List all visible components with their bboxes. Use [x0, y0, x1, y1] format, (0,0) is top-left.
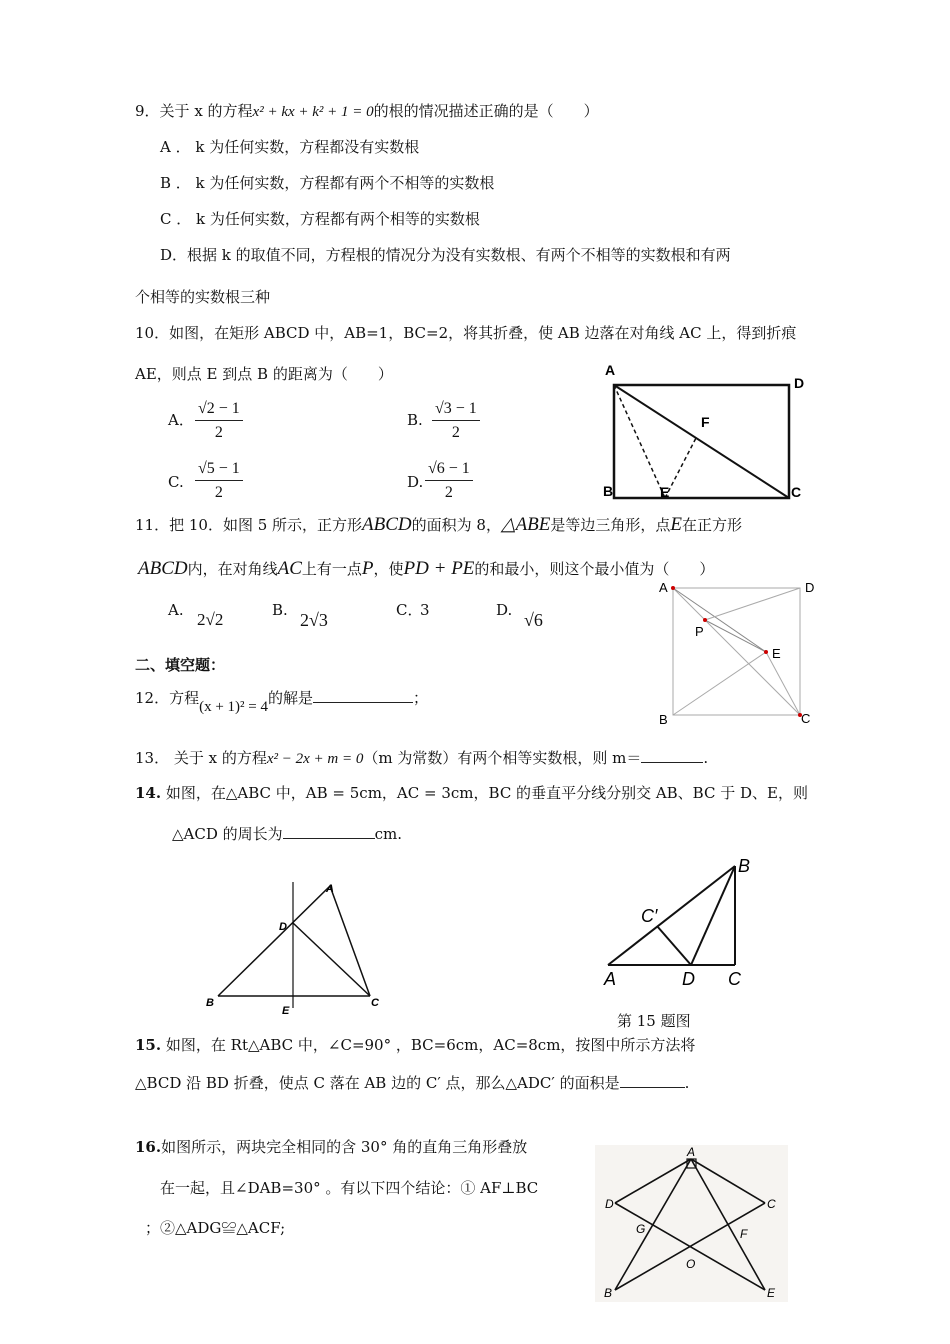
q14-label-b: B	[206, 997, 214, 1009]
q9-option-d-cont: 个相等的实数根三种	[135, 288, 271, 306]
q14-unit: cm.	[374, 825, 403, 843]
q14-number: 14.	[135, 784, 162, 802]
q11-point-p	[703, 618, 707, 622]
q16-label-o: O	[686, 1257, 696, 1271]
q10-option-d-num: √6 − 1	[425, 460, 473, 481]
q13-end: .	[703, 749, 709, 767]
q10-option-b-label: B.	[407, 411, 423, 429]
q11-diagonal-ac	[673, 588, 800, 715]
q15-caption: 第 15 题图	[617, 1012, 691, 1030]
q11-part5: 内，在对角线	[187, 560, 278, 578]
q12-line	[135, 687, 429, 715]
q11-point-a	[671, 586, 675, 590]
q16-label-c: C	[767, 1197, 776, 1211]
q11-part7: ，使	[373, 560, 404, 578]
q11-sum: PD + PE	[403, 558, 475, 579]
q11-part8: 的和最小，则这个最小值为（ ）	[474, 560, 715, 578]
q11-label-d: D	[805, 580, 815, 595]
q16-number: 16.	[135, 1138, 162, 1156]
q14-answer-blank[interactable]	[283, 823, 375, 839]
q11-option-b-label: B.	[272, 601, 288, 619]
q11-part1: 11．把 10．如图 5 所示，正方形	[135, 516, 363, 534]
q9-equation: x² + kx + k² + 1 = 0	[252, 104, 374, 120]
q10-option-b-den: 2	[451, 424, 460, 441]
q12-number: 12．方程	[135, 689, 200, 707]
q11-label-a: A	[659, 580, 668, 595]
q11-part6: 上有一点	[301, 560, 362, 578]
q11-abcd: ABCD	[362, 514, 412, 535]
q15-figure	[595, 852, 770, 992]
q16-line2: 在一起，且∠DAB=30° 。有以下四个结论：① AF⊥BC	[160, 1179, 539, 1197]
q15-number: 15.	[135, 1036, 162, 1054]
q10-label-e: E	[660, 484, 670, 500]
q15-label-a: A	[604, 969, 617, 989]
q14-label-c: C	[371, 997, 379, 1009]
q10-line1: 10．如图，在矩形 ABCD 中，AB=1，BC=2，将其折叠，使 AB 边落在对角线 AC 上，得到折痕	[135, 324, 797, 342]
q10-diagonal-ac	[614, 385, 789, 498]
q14-side-ac	[330, 886, 370, 996]
q12-answer-blank[interactable]	[313, 687, 413, 703]
q9-stem	[135, 101, 599, 122]
q10-option-a-value	[195, 400, 243, 442]
q9-number: 9．	[135, 102, 160, 120]
q12-end: ；	[413, 689, 429, 707]
q11-label-p: P	[695, 624, 704, 639]
q10-label-b: B	[603, 483, 614, 499]
q11-option-c-label: C．	[396, 601, 423, 619]
q11-option-a-value: 2√2	[197, 610, 224, 629]
q16-line1	[135, 1137, 527, 1157]
q11-ac: AC	[277, 558, 302, 579]
q11-part4: 在正方形	[682, 516, 743, 534]
q10-option-c-value	[195, 460, 243, 502]
q10-option-b-value	[432, 400, 480, 442]
q13-answer-blank[interactable]	[641, 747, 703, 763]
q10-label-c: C	[791, 484, 802, 500]
q11-option-c-value: 3	[420, 601, 430, 619]
q14-figure	[195, 878, 395, 1020]
q11-line-pd	[705, 588, 800, 620]
q9-stem-tail: 的根的情况描述正确的是（ ）	[373, 102, 599, 120]
q16-label-e: E	[767, 1286, 776, 1300]
q15-fold-bd	[691, 866, 735, 965]
q13-tail: （m 为常数）有两个相等实数根，则 m＝	[363, 749, 642, 767]
q15-side-ab	[608, 866, 735, 965]
q16-line1-text: 如图所示，两块完全相同的含 30° 角的直角三角形叠放	[161, 1138, 528, 1156]
q16-line3: ；②△ADG≌△ACF;	[145, 1219, 286, 1237]
section2-title: 二、填空题：	[135, 656, 226, 674]
q15-label-c-prime: C′	[641, 906, 658, 926]
q11-abcd2: ABCD	[138, 558, 188, 579]
q9-stem-text: 关于 x 的方程	[159, 102, 253, 120]
q11-line-pe	[705, 620, 766, 652]
q16-label-f: F	[740, 1227, 748, 1241]
q15-label-b: B	[738, 856, 751, 876]
q15-line2	[135, 1072, 689, 1093]
q10-option-a-den: 2	[214, 424, 223, 441]
q11-label-e: E	[772, 646, 781, 661]
q10-option-a-label: A．	[168, 411, 194, 429]
q14-label-a: A	[326, 883, 334, 895]
q14-line1	[135, 783, 808, 803]
q9-option-d: D．根据 k 的取值不同，方程根的情况分为没有实数根、有两个不相等的实数根和有两	[160, 246, 731, 264]
q10-fold-ef	[665, 438, 696, 498]
q10-option-d-den: 2	[444, 484, 453, 501]
q10-label-f: F	[701, 414, 710, 430]
q15-label-d: D	[682, 969, 695, 989]
q14-line1-text: 如图，在△ABC 中，AB = 5cm，AC = 3cm，BC 的垂直平分线分别交 AB、BC 于 D、E，则	[165, 784, 808, 802]
q15-answer-blank[interactable]	[620, 1072, 685, 1088]
q10-option-c-den: 2	[214, 484, 223, 501]
q15-line1	[135, 1035, 695, 1055]
q16-label-g: G	[636, 1222, 646, 1236]
q16-label-b: B	[604, 1286, 613, 1300]
q11-e: E	[670, 514, 683, 535]
q16-label-d: D	[605, 1197, 614, 1211]
q13-equation: x² − 2x + m = 0	[266, 751, 364, 767]
q10-option-d-value	[425, 460, 473, 502]
q10-figure	[595, 355, 815, 505]
q11-label-c: C	[801, 711, 811, 726]
q11-option-d-value: √6	[524, 610, 543, 630]
q13-line	[135, 747, 708, 769]
q11-part3: 是等边三角形，点	[550, 516, 671, 534]
q10-line2: AE，则点 E 到点 B 的距离为（ ）	[135, 365, 393, 383]
q15-label-c: C	[728, 969, 741, 989]
q11-line-ae	[673, 588, 766, 652]
q15-line1-text: 如图，在 Rt△ABC 中，∠C=90° ，BC=6cm，AC=8cm，按图中所示方法将	[165, 1036, 696, 1054]
q14-side-ba	[218, 886, 330, 996]
q9-option-c: C ． k 为任何实数，方程都有两个相等的实数根	[160, 210, 480, 228]
q11-p: P	[361, 558, 374, 579]
q11-line1	[135, 515, 742, 535]
q10-option-a-num: √2 − 1	[195, 400, 243, 421]
q16-label-a: A	[687, 1145, 696, 1159]
q16-figure	[595, 1145, 788, 1302]
q11-line-ec	[766, 652, 800, 715]
q12-tail: 的解是	[268, 689, 314, 707]
q10-option-c-num: √5 − 1	[195, 460, 243, 481]
q10-option-c-label: C.	[168, 473, 184, 491]
q10-option-b-num: √3 − 1	[432, 400, 480, 421]
q11-line2	[138, 559, 714, 579]
q14-label-e: E	[282, 1005, 290, 1017]
q11-option-b-value: 2√3	[300, 610, 328, 630]
q14-line2	[172, 823, 402, 844]
q10-label-d: D	[794, 375, 805, 391]
q15-line2-text: △BCD 沿 BD 折叠，使点 C 落在 AB 边的 C′ 点，那么△ADC′ 的面积是	[135, 1074, 620, 1092]
q14-line2-text: △ACD 的周长为	[172, 825, 283, 843]
q11-line-be	[673, 652, 766, 715]
q11-point-e	[764, 650, 768, 654]
q14-label-d: D	[279, 921, 287, 933]
q11-abe: △ABE	[500, 514, 551, 535]
q13-number: 13． 关于 x 的方程	[135, 749, 267, 767]
q15-segment-c-prime-d	[657, 926, 691, 965]
q11-label-b: B	[659, 712, 668, 726]
q11-option-d-label: D.	[496, 601, 513, 619]
q14-segment-dc	[293, 923, 370, 996]
q11-part2: 的面积为 8，	[411, 516, 501, 534]
q9-option-a: A ． k 为任何实数，方程都没有实数根	[160, 138, 420, 156]
q15-end: .	[684, 1074, 690, 1092]
q11-option-a-label: A.	[168, 601, 184, 619]
q10-option-d-label: D.	[407, 473, 424, 491]
q12-equation: (x + 1)² = 4	[199, 699, 268, 715]
q10-label-a: A	[605, 362, 616, 378]
q9-option-b: B ． k 为任何实数，方程都有两个不相等的实数根	[160, 174, 495, 192]
q11-figure	[655, 578, 820, 726]
